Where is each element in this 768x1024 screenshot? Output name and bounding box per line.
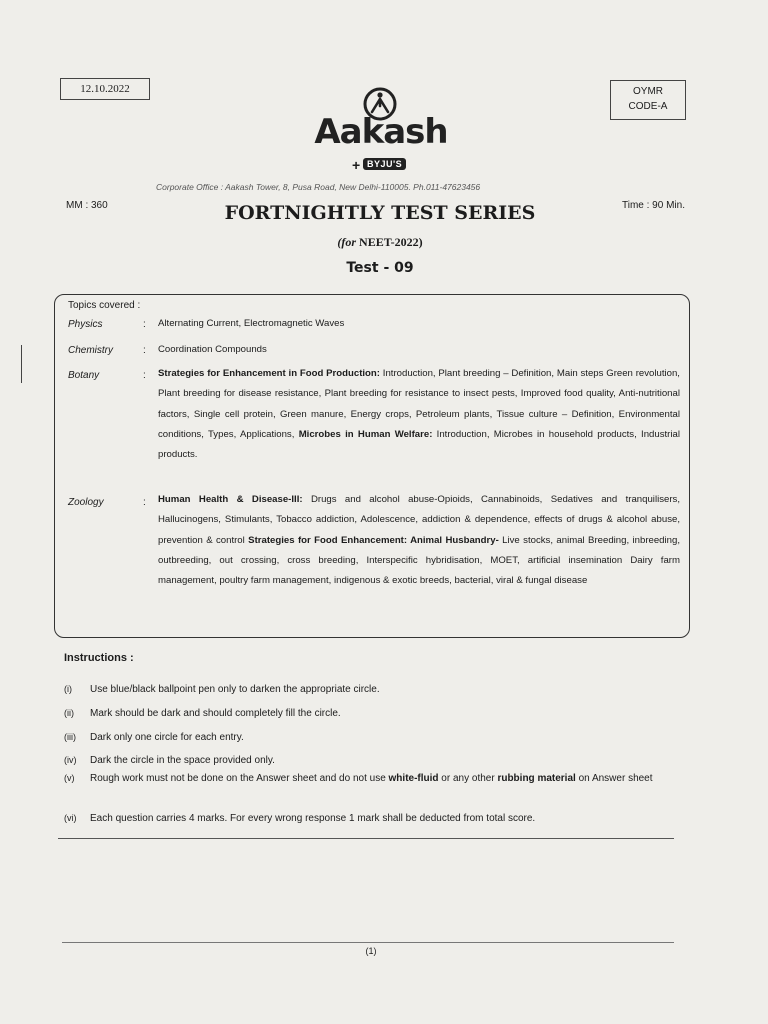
instruction-text: Use blue/black ballpoint pen only to darken the appropriate circle. [90,684,380,695]
footer-divider [62,942,674,943]
instruction-number: (ii) [64,708,74,718]
corporate-office-line: Corporate Office : Aakash Tower, 8, Pusa Road, New Delhi-110005. Ph.011-47623456 [156,182,481,192]
logo-plus-sign: + [352,157,361,173]
instruction-bold-b: rubbing material [497,773,576,784]
divider-line [58,838,674,839]
zoology-bold-2: Strategies for Food Enhancement: Animal Husbandry- [248,534,499,546]
instruction-text: Mark should be dark and should completely fill the circle. [90,708,341,719]
botany-bold-2: Microbes in Human Welfare: [298,428,433,440]
for-label: (for [337,235,357,249]
time-limit: Time : 90 Min. [622,200,685,211]
instruction-text-c: on Answer sheet [575,773,653,784]
code-line-1: OYMR [633,86,663,97]
instruction-number: (iii) [64,732,76,742]
instructions-heading: Instructions : [64,652,134,664]
topics-botany [158,364,680,465]
instruction-number: (i) [64,684,72,694]
colon-physics: : [143,319,146,330]
code-line-2: CODE-A [628,101,668,112]
logo-byjus-badge: BYJU'S [363,158,406,170]
zoology-bold-1: Human Health & Disease-III: [158,494,303,505]
max-marks: MM : 360 [66,200,108,211]
instruction-text: Dark the circle in the space provided only. [90,755,275,766]
instruction-text: Each question carries 4 marks. For every wrong response 1 mark shall be deducted from total score. [90,813,536,824]
instruction-text-a: Rough work must not be done on the Answer sheet and do not use [90,773,389,784]
code-box [610,80,686,120]
exam-subtitle [290,235,470,250]
colon-chemistry: : [143,345,146,356]
topics-zoology [158,490,680,591]
exam-name: NEET-2022) [359,235,423,249]
instruction-text: Dark only one circle for each entry. [90,732,244,743]
subject-physics: Physics [68,319,103,330]
date-box: 12.10.2022 [60,78,150,100]
test-number: Test - 09 [346,260,414,276]
subject-zoology: Zoology [68,497,104,508]
margin-mark [21,345,22,383]
instruction-bold-a: white-fluid [388,773,439,784]
zoology-text-2: Live stocks, animal Breeding, inbreeding, outbreeding, out crossing, cross breeding, Interspecific hybridisation, MOET, artificial insemination Dairy farm management, poultry farm management, indigenous & exotic breeds, bacterial, viral & fungal disease [158,534,680,587]
logo-wordmark: Aakash [314,112,448,152]
topics-physics: Alternating Current, Electromagnetic Waves [158,318,345,329]
page-title: FORTNIGHTLY TEST SERIES [224,202,536,224]
topics-heading: Topics covered : [68,300,141,311]
colon-zoology: : [143,497,146,508]
botany-bold-1: Strategies for Enhancement in Food Production: [158,368,380,379]
instruction-number: (v) [64,773,75,783]
botany-text-1: Introduction, Plant breeding – Definition, Main steps Green revolution, Plant breeding for disease resistance, Plant breeding for resistance to insect pests, Improved food quality, Anti-nutritional factors, Single cell protein, Green manure, Energy crops, Petroleum plants, Tissue culture – Definition, Environmental conditions, Types, Applications, [158,368,680,440]
colon-botany: : [143,370,146,381]
instruction-number: (iv) [64,755,77,765]
instruction-number: (vi) [64,813,77,823]
subject-chemistry: Chemistry [68,345,114,356]
instruction-text-b: or any other [438,773,498,784]
topics-chemistry: Coordination Compounds [158,344,267,355]
page-number: (1) [365,946,377,956]
subject-botany: Botany [68,370,100,381]
zoology-text-1: Drugs and alcohol abuse-Opioids, Cannabinoids, Sedatives and tranquilisers, Hallucinogens, Stimulants, Tobacco addiction, Adolescence, addiction & dependence, effects of drugs & alcohol abuse, prevention & control [158,494,680,546]
botany-text-2: Introduction, Microbes in household products, Industrial products. [158,428,680,461]
instruction-text [90,771,680,786]
